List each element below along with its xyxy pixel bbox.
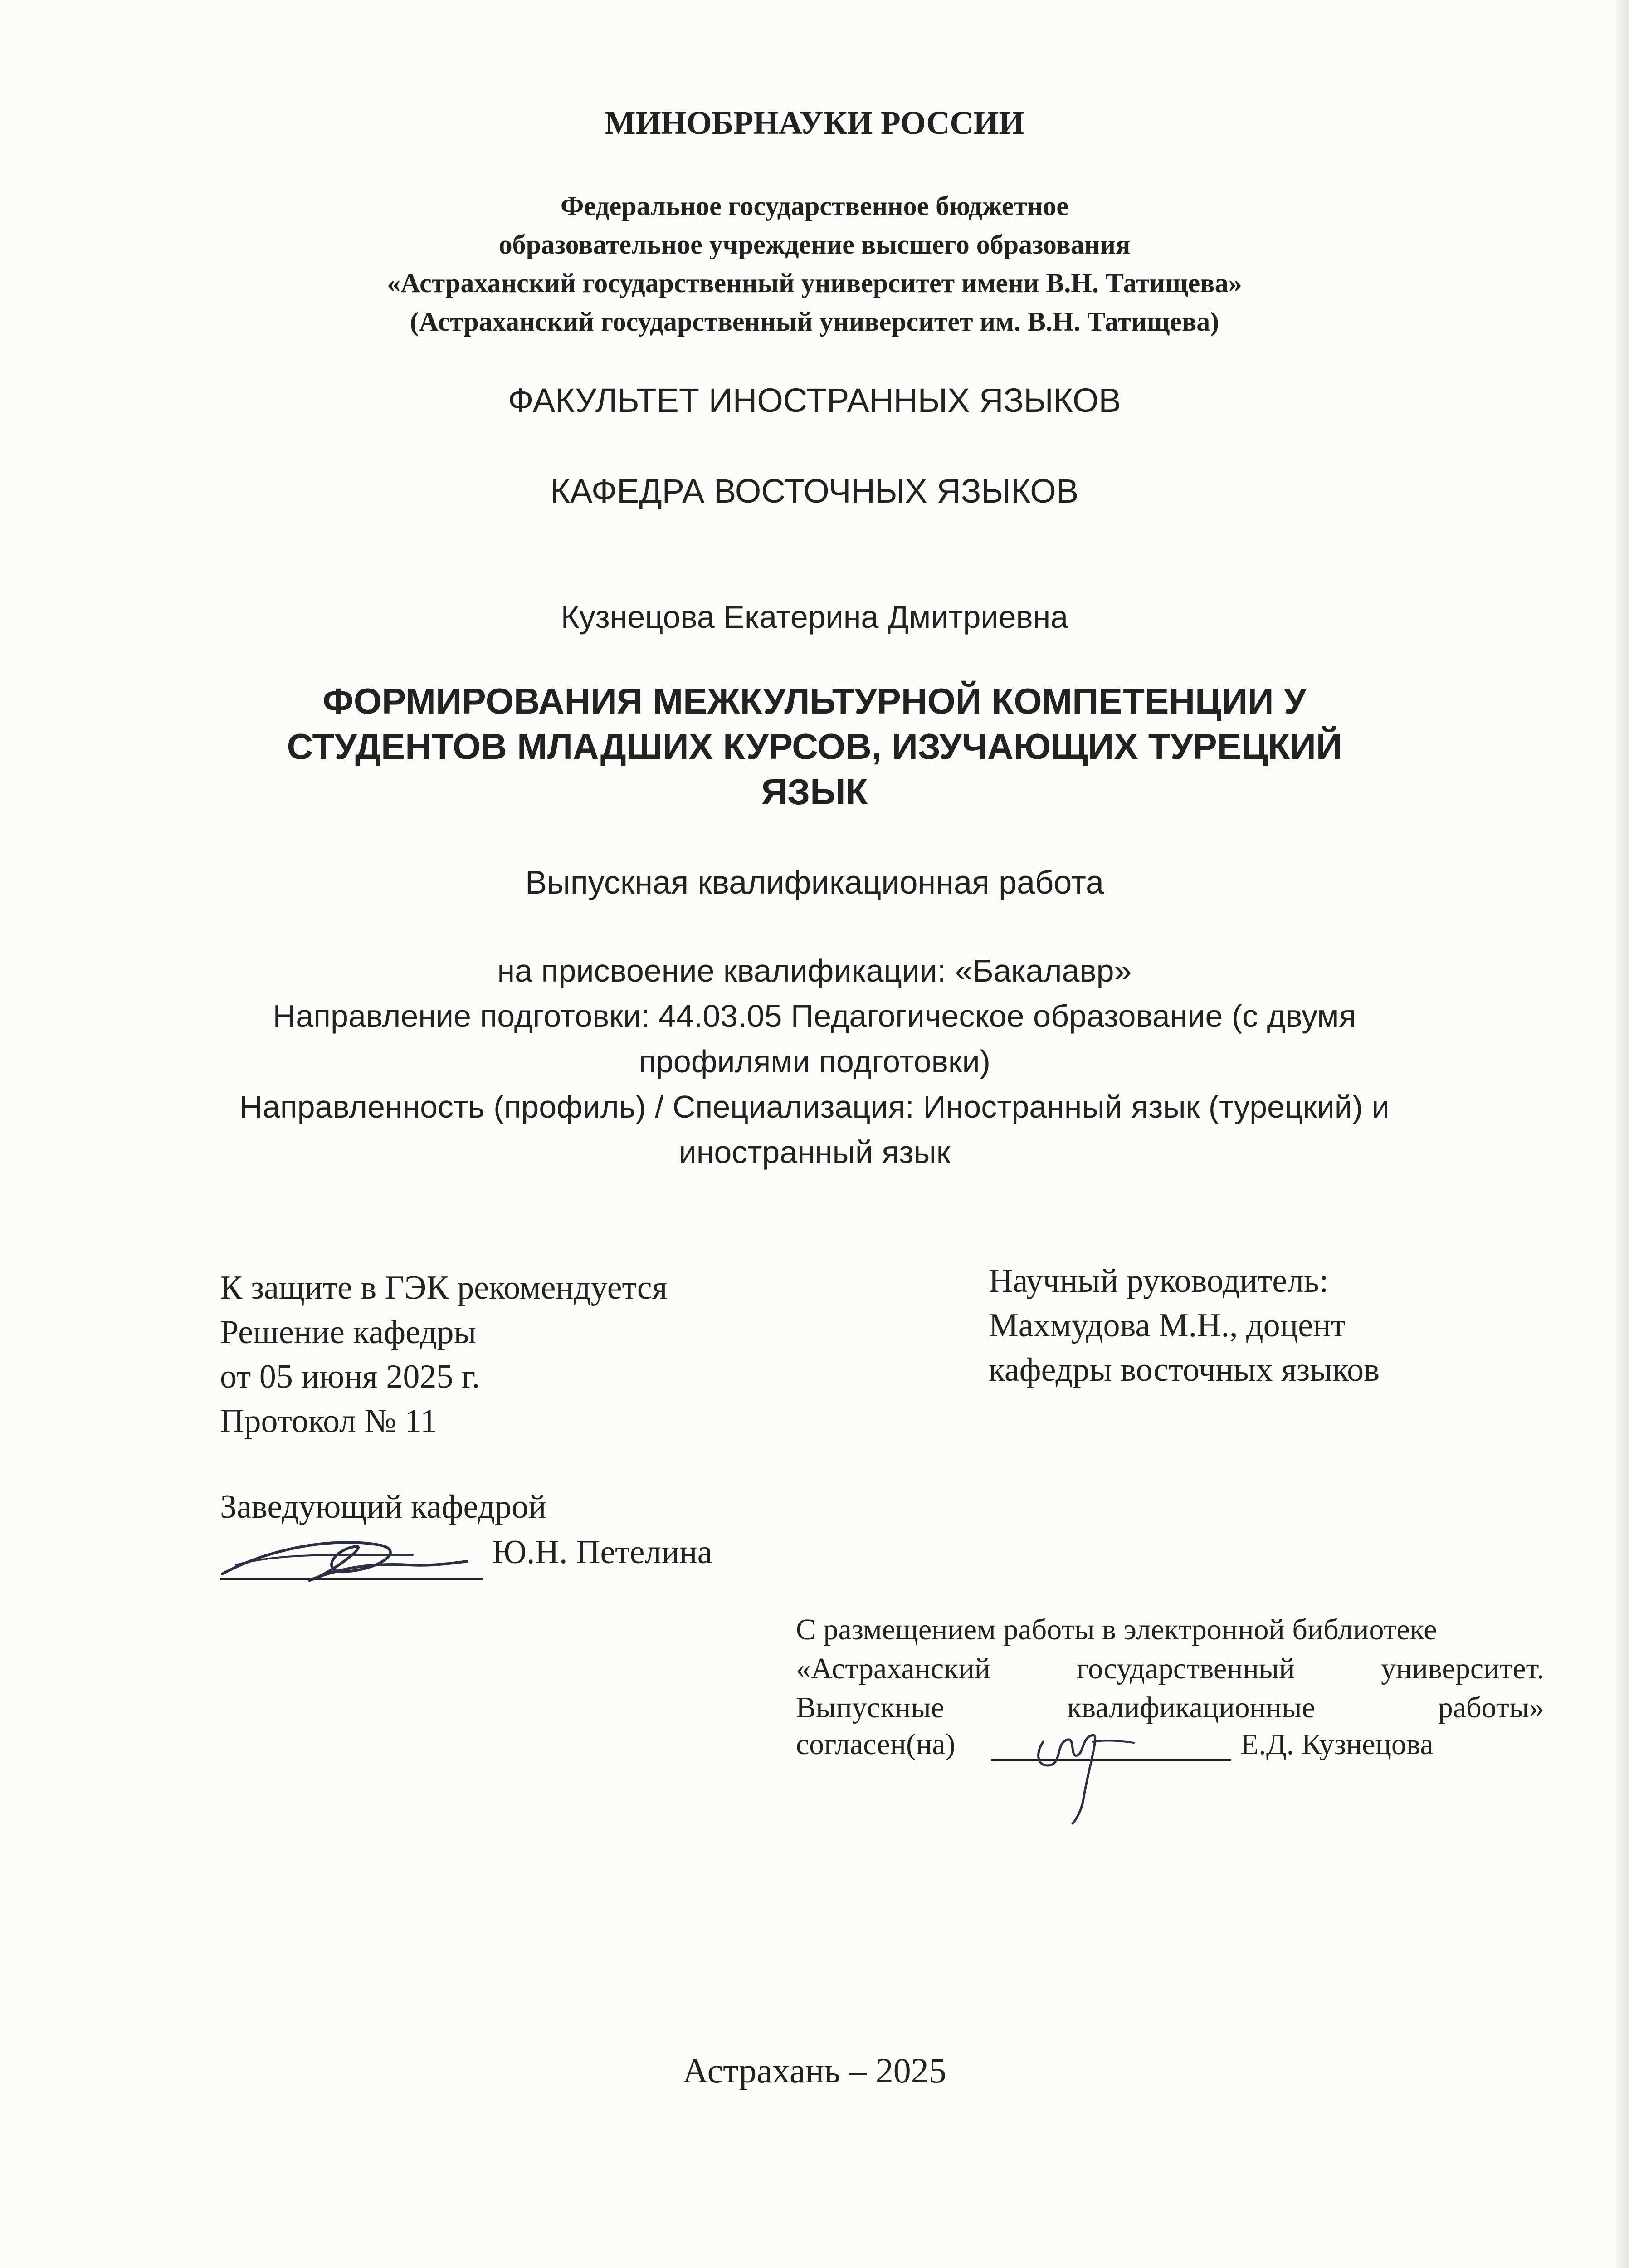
institution-line-4: (Астраханский государственный университет им. В.Н. Татищева) — [410, 307, 1219, 337]
thesis-title-line-2: СТУДЕНТОВ МЛАДШИХ КУРСОВ, ИЗУЧАЮЩИХ ТУРЕЦКИЙ — [287, 726, 1342, 767]
thesis-title-line-3: ЯЗЫК — [761, 772, 868, 812]
supervisor-line: Научный руководитель: — [989, 1262, 1329, 1300]
supervisor-line: кафедры восточных языков — [989, 1351, 1380, 1388]
city-year-footer: Астрахань – 2025 — [683, 2051, 946, 2090]
work-type: Выпускная квалификационная работа — [525, 865, 1104, 901]
head-of-department-name: Ю.Н. Петелина — [492, 1534, 712, 1571]
institution-line-1: Федеральное государственное бюджетное — [560, 191, 1069, 221]
profile-line-2: иностранный язык — [678, 1134, 951, 1170]
direction-line-2: профилями подготовки) — [639, 1044, 990, 1079]
consent-line: «Астраханский государственный университет. — [796, 1652, 1544, 1685]
head-signature — [218, 1520, 472, 1588]
defense-line: Протокол № 11 — [220, 1403, 437, 1440]
defense-line: Решение кафедры — [220, 1314, 477, 1351]
institution-line-3: «Астраханский государственный университет имени В.Н. Татищева» — [387, 268, 1242, 298]
supervisor-block — [989, 1259, 1380, 1392]
thesis-title-line-1: ФОРМИРОВАНИЯ МЕЖКУЛЬТУРНОЙ КОМПЕТЕНЦИИ У — [322, 681, 1307, 721]
consent-agree-name: Е.Д. Кузнецова — [1240, 1728, 1434, 1761]
defense-line: от 05 июня 2025 г. — [220, 1358, 480, 1395]
student-signature — [1025, 1715, 1143, 1833]
qualification-line: на присвоение квалификации: «Бакалавр» — [497, 953, 1132, 988]
head-of-department-label: Заведующий кафедрой — [220, 1488, 546, 1525]
consent-agree-label: согласен(на) — [796, 1728, 956, 1761]
faculty-heading: ФАКУЛЬТЕТ ИНОСТРАННЫХ ЯЗЫКОВ — [508, 381, 1121, 419]
defense-line: К защите в ГЭК рекомендуется — [220, 1269, 668, 1306]
defense-block — [220, 1266, 668, 1443]
supervisor-line: Махмудова М.Н., доцент — [989, 1307, 1346, 1344]
consent-line: С размещением работы в электронной библиотеке — [796, 1613, 1437, 1646]
institution-line-2: образовательное учреждение высшего образования — [498, 230, 1131, 259]
direction-line-1: Направление подготовки: 44.03.05 Педагогическое образование (с двумя — [273, 998, 1356, 1034]
library-consent-block — [796, 1610, 1544, 1727]
consent-line: Выпускные квалификационные работы» — [796, 1691, 1544, 1724]
author-name: Кузнецова Екатерина Дмитриевна — [561, 599, 1068, 635]
department-heading: КАФЕДРА ВОСТОЧНЫХ ЯЗЫКОВ — [550, 472, 1079, 510]
ministry-heading: МИНОБРНАУКИ РОССИИ — [605, 105, 1024, 141]
profile-line-1: Направленность (профиль) / Специализация: Иностранный язык (турецкий) и — [239, 1089, 1390, 1124]
